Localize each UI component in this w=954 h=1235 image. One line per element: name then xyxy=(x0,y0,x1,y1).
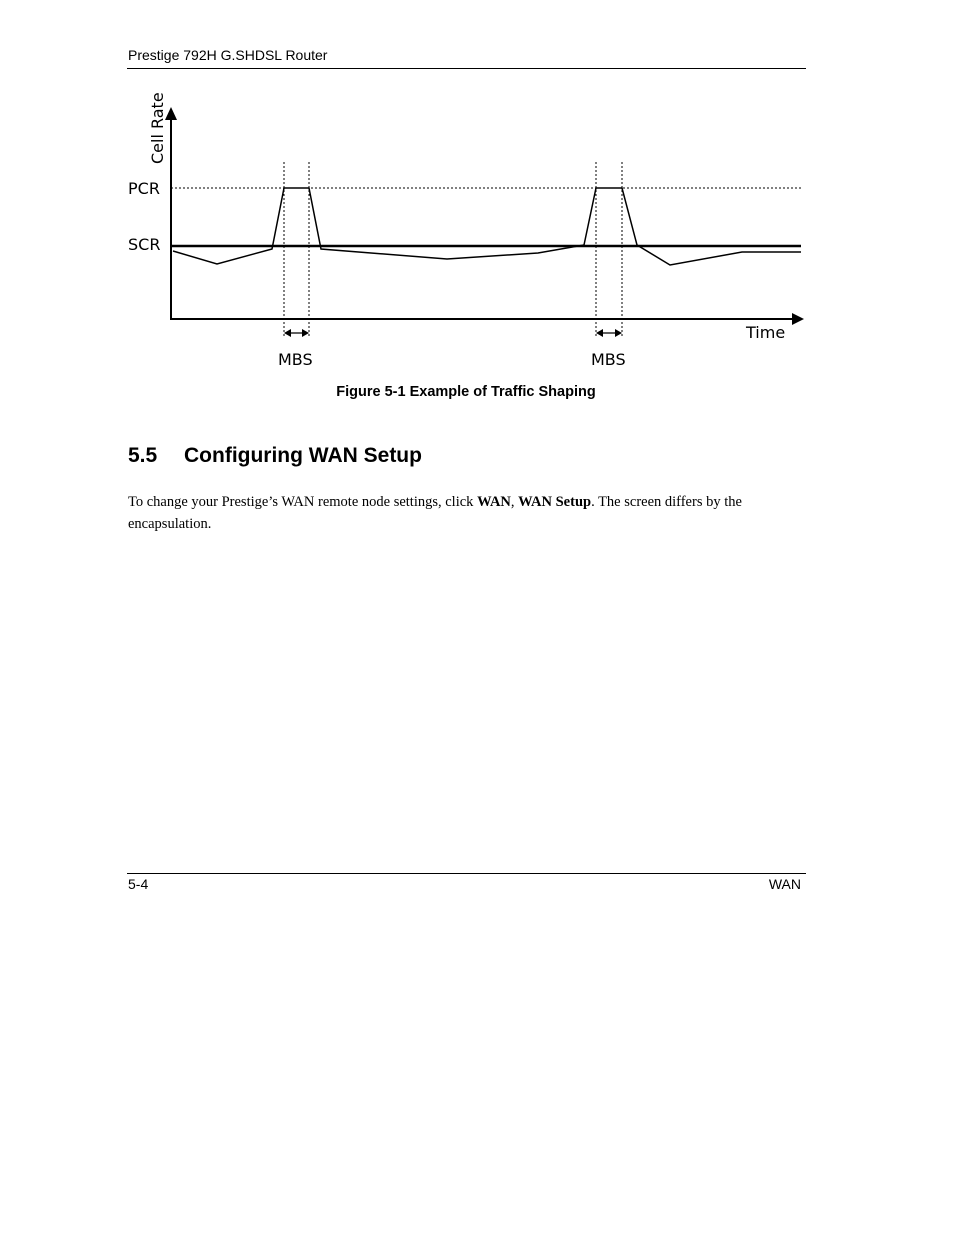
mbs-arrow-icon xyxy=(284,329,309,337)
header-rule xyxy=(127,68,806,69)
paragraph-text: . The screen differs by the encapsulation. xyxy=(128,494,742,532)
section-heading xyxy=(128,444,422,468)
page-header-title: Prestige 792H G.SHDSL Router xyxy=(128,47,328,63)
footer-page-number: 5-4 xyxy=(128,876,149,892)
footer-chapter: WAN xyxy=(768,876,801,892)
mbs-arrow-icon xyxy=(596,329,622,337)
traffic-shaping-figure xyxy=(120,85,820,375)
body-paragraph xyxy=(128,491,800,535)
scr-label: SCR xyxy=(128,235,161,254)
paragraph-bold-wan: WAN xyxy=(477,494,511,510)
mbs-label: MBS xyxy=(591,350,626,369)
section-number: 5.5 xyxy=(128,444,158,467)
paragraph-text: To change your Prestige’s WAN remote node settings, click xyxy=(128,494,478,510)
figure-caption-text: Figure 5-1 Example of Traffic Shaping xyxy=(336,384,596,400)
footer-rule xyxy=(127,873,806,874)
y-axis-label: Cell Rate xyxy=(148,92,167,164)
section-title: Configuring WAN Setup xyxy=(184,444,422,467)
paragraph-text: , xyxy=(510,494,519,510)
traffic-rate-curve xyxy=(173,188,801,265)
pcr-label: PCR xyxy=(128,179,160,198)
x-axis-arrow-icon xyxy=(792,313,804,325)
paragraph-bold-wan-setup: WAN Setup xyxy=(518,494,592,510)
x-axis-label: Time xyxy=(746,323,786,342)
figure-caption xyxy=(0,384,954,400)
mbs-label: MBS xyxy=(278,350,313,369)
